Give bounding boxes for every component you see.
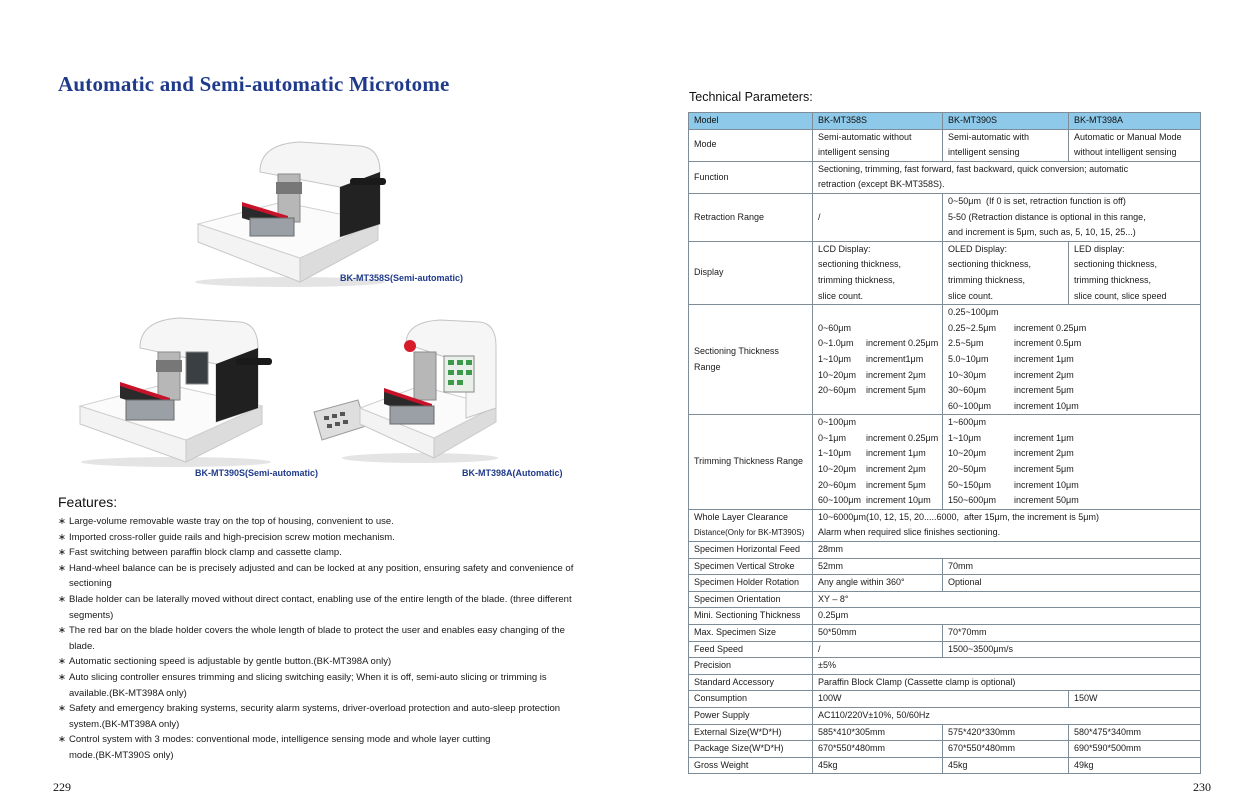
header-cell: BK-MT398A [1069,113,1201,130]
page-title-left: Automatic and Semi-automatic Microtome [58,72,450,96]
row-label: Specimen Vertical Stroke [689,558,813,575]
row-label: Package Size(W*D*H) [689,741,813,758]
caption-bk-mt390s: BK-MT390S(Semi-automatic) [195,468,319,478]
row-label: Specimen Horizontal Feed [689,542,813,559]
row-label: Gross Weight [689,757,813,774]
row-label: Retraction Range [689,193,813,241]
table-cell: Paraffin Block Clamp (Cassette clamp is optional) [813,674,1201,691]
feature-item: ∗ Imported cross-roller guide rails and high-precision screw motion mechanism. [58,530,570,546]
table-cell: 45kg [943,757,1069,774]
feature-item: ∗ The red bar on the blade holder covers the whole length of blade to protect the user and enables easy changing of the blade. [58,625,565,652]
table-cell: 28mm [813,542,1201,559]
table-row [689,625,1201,642]
table-cell: 100W [813,691,1069,708]
table-header-row [689,113,1201,130]
page-number-left: 229 [53,780,71,794]
bullet-star-icon: ∗ [58,547,66,559]
row-label: Specimen Holder Rotation [689,575,813,592]
row-label: Mode [689,129,813,161]
table-cell: LED display: sectioning thickness, trimming thickness, slice count, slice speed [1069,241,1201,304]
table-cell: Optional [943,575,1201,592]
feature-item: ∗ Safety and emergency braking systems, security alarm systems, driver-overload protection and auto-sleep protection system.(BK-MT398A only) [58,703,561,730]
table-row [689,509,1201,541]
table-row [689,558,1201,575]
table-cell: Semi-automatic with intelligent sensing [943,129,1069,161]
table-cell: LCD Display: sectioning thickness, trimming thickness, slice count. [813,241,943,304]
table-cell: 575*420*330mm [943,724,1069,741]
table-row [689,542,1201,559]
row-label: Mini. Sectioning Thickness [689,608,813,625]
table-row [689,641,1201,658]
technical-parameters-table [688,112,1201,774]
table-cell: 0~60μm 0~1.0μm increment 0.25μm 1~10μm increment1μm 10~20μm increment 2μm 20~60μm increment 5μm [813,305,943,415]
table-row [689,608,1201,625]
table-row [689,193,1201,241]
bullet-star-icon: ∗ [58,531,66,543]
table-row [689,129,1201,161]
table-cell: Any angle within 360° [813,575,943,592]
table-cell: Semi-automatic without intelligent sensing [813,129,943,161]
table-cell: 70*70mm [943,625,1201,642]
feature-item: ∗ Large-volume removable waste tray on the top of housing, convenient to use. [58,514,570,530]
row-label: Max. Specimen Size [689,625,813,642]
table-cell: 670*550*480mm [943,741,1069,758]
header-cell: BK-MT390S [943,113,1069,130]
table-cell: / [813,193,943,241]
table-row [689,674,1201,691]
table-cell: 0~100μm 0~1μm increment 0.25μm 1~10μm increment 1μm 10~20μm increment 2μm 20~60μm increment 5μm 60~100μm increment 10μm [813,415,943,510]
microtome-bk-mt390s-image [76,312,276,472]
table-row [689,724,1201,741]
table-row [689,658,1201,675]
table-cell: 670*550*480mm [813,741,943,758]
bullet-star-icon: ∗ [58,516,66,527]
table-cell: 580*475*340mm [1069,724,1201,741]
feature-item: ∗ Automatic sectioning speed is adjustable by gentle button.(BK-MT398A only) [58,654,570,670]
row-label: Function [689,161,813,193]
table-row [689,161,1201,193]
table-row [689,757,1201,774]
technical-parameters-title: Technical Parameters: [689,90,813,104]
table-cell: 0.25μm [813,608,1201,625]
table-cell: 1500~3500μm/s [943,641,1201,658]
bullet-star-icon: ∗ [58,671,66,683]
features-list [58,514,574,764]
row-label: Precision [689,658,813,675]
caption-bk-mt398a: BK-MT398A(Automatic) [462,468,563,478]
table-cell: 0.25~100μm 0.25~2.5μm increment 0.25μm 2.5~5μm increment 0.5μm 5.0~10μm increment 1μm 10~30μm increment 2μm 30~60μm increment 5μm 60~100μm increment 10μm [943,305,1201,415]
table-cell: 10~6000μm(10, 12, 15, 20.....6000, after 15μm, the increment is 5μm) Alarm when required slice finishes sectioning. [813,509,1201,541]
feature-item: ∗ Blade holder can be laterally moved without direct contact, enabling use of the entire length of the blade. (three different segments) [58,593,572,621]
header-cell: Model [689,113,813,130]
feature-item: ∗ Control system with 3 modes: conventional mode, intelligence sensing mode and whole layer cutting mode.(BK-MT390S only) [58,734,491,761]
bullet-star-icon: ∗ [58,734,66,746]
row-label: Whole Layer Clearance Distance(Only for BK-MT390S) [689,509,813,541]
bullet-star-icon: ∗ [58,625,66,637]
bullet-star-icon: ∗ [58,562,66,574]
table-cell: XY – 8° [813,591,1201,608]
table-row [689,691,1201,708]
table-cell: 150W [1069,691,1201,708]
table-cell: 50*50mm [813,625,943,642]
features-title: Features: [58,494,118,510]
bullet-star-icon: ∗ [58,703,66,715]
table-row [689,305,1201,415]
row-label: Display [689,241,813,304]
caption-bk-mt358s: BK-MT358S(Semi-automatic) [340,273,464,283]
table-cell: 52mm [813,558,943,575]
row-label: External Size(W*D*H) [689,724,813,741]
page-number-right: 230 [1193,780,1211,794]
table-cell: 585*410*305mm [813,724,943,741]
table-cell: 45kg [813,757,943,774]
feature-item: ∗ Hand-wheel balance can be is precisely adjusted and can be locked at any position, ensuring safety and convenience of sectioning [58,562,574,590]
table-cell: 49kg [1069,757,1201,774]
table-cell: 690*590*500mm [1069,741,1201,758]
table-row [689,741,1201,758]
feature-item: ∗ Fast switching between paraffin block clamp and cassette clamp. [58,545,570,561]
row-label: Standard Accessory [689,674,813,691]
row-label: Feed Speed [689,641,813,658]
microtome-bk-mt358s-image [190,132,390,292]
table-cell: Sectioning, trimming, fast forward, fast backward, quick conversion; automatic retraction (except BK-MT358S). [813,161,1201,193]
table-row [689,415,1201,510]
table-cell: OLED Display: sectioning thickness, trimming thickness, slice count. [943,241,1069,304]
bullet-star-icon: ∗ [58,593,66,605]
table-cell: ±5% [813,658,1201,675]
row-label: Power Supply [689,707,813,724]
table-row [689,575,1201,592]
table-cell: 70mm [943,558,1201,575]
table-cell: 1~600μm 1~10μm increment 1μm 10~20μm increment 2μm 20~50μm increment 5μm 50~150μm increment 10μm 150~600μm increment 50μm [943,415,1201,510]
row-label: Sectioning Thickness Range [689,305,813,415]
row-label: Consumption [689,691,813,708]
table-cell: AC110/220V±10%, 50/60Hz [813,707,1201,724]
feature-item: ∗ Auto slicing controller ensures trimming and slicing switching easily; When it is off, semi-auto slicing or trimming is available.(BK-MT398A only) [58,671,547,699]
table-row [689,591,1201,608]
table-cell: Automatic or Manual Mode without intelligent sensing [1069,129,1201,161]
table-cell: 0~50μm (If 0 is set, retraction function is off) 5-50 (Retraction distance is optional in this range, and increment is 5μm, such as, 5, 10, 15, 25...) [943,193,1201,241]
table-row [689,241,1201,304]
table-cell: / [813,641,943,658]
microtome-bk-mt398a-image [310,316,500,466]
header-cell: BK-MT358S [813,113,943,130]
table-row [689,707,1201,724]
bullet-star-icon: ∗ [58,656,66,668]
row-label: Trimming Thickness Range [689,415,813,510]
row-label: Specimen Orientation [689,591,813,608]
